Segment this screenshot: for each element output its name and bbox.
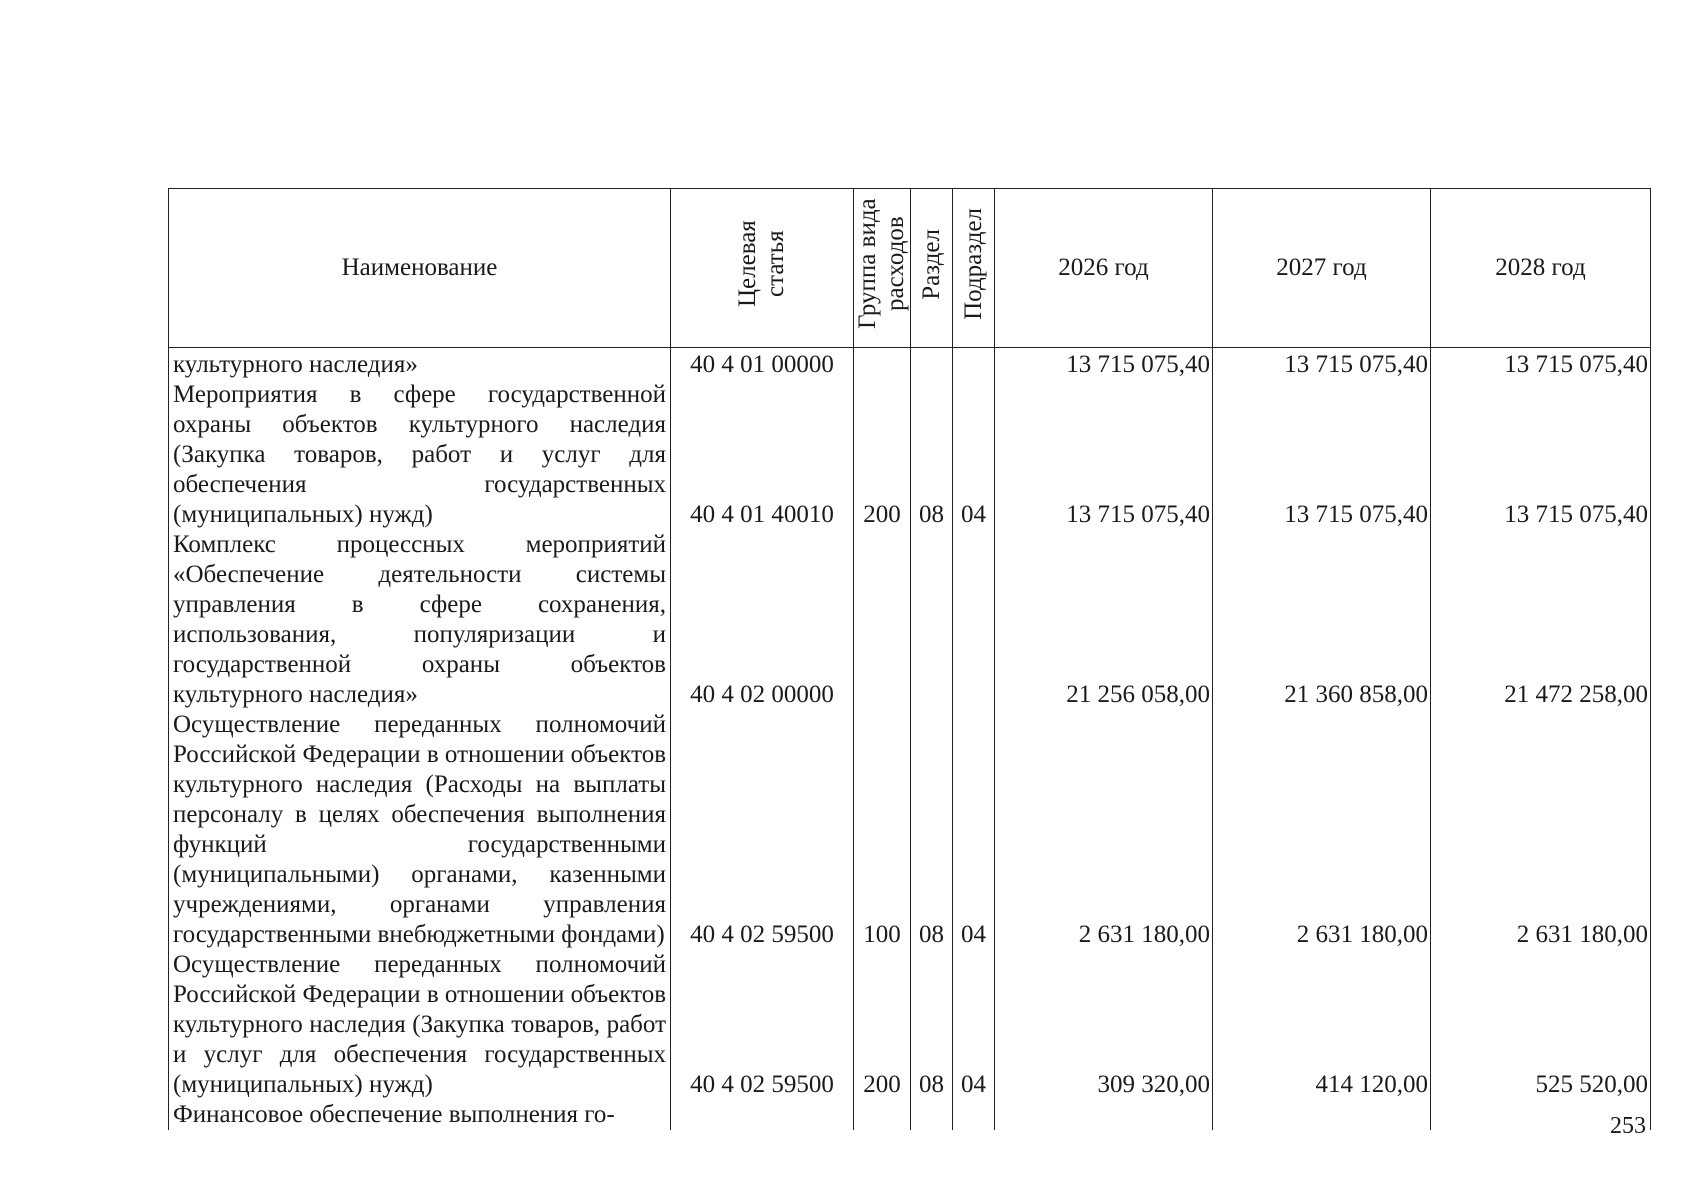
- row-subsection: 04: [953, 950, 995, 1100]
- row-section: 08: [911, 710, 953, 950]
- row-subsection: [953, 348, 995, 381]
- row-amount-2028: 525 520,00: [1431, 950, 1651, 1100]
- row-amount-2026: 13 715 075,40: [995, 348, 1213, 381]
- header-2026: 2026 год: [995, 189, 1213, 348]
- row-name: Мероприятия в сфере государственной охраны объектов культурного наследия (Закупка товаров, работ и услуг для обеспечения государственных (муниципальных) нужд): [169, 380, 671, 530]
- table-row: [169, 710, 1651, 950]
- row-amount-2027: 414 120,00: [1213, 950, 1431, 1100]
- row-target-article: 40 4 02 59500: [671, 710, 854, 950]
- row-subsection: 04: [953, 710, 995, 950]
- row-amount-2026: [995, 1100, 1213, 1130]
- page-number: 253: [1610, 1113, 1646, 1139]
- row-amount-2027: 13 715 075,40: [1213, 348, 1431, 381]
- row-amount-2028: 13 715 075,40: [1431, 348, 1651, 381]
- row-subsection: [953, 530, 995, 710]
- header-subsection: Подраздел: [953, 189, 995, 348]
- row-name: Комплекс процессных мероприятий «Обеспечение деятельности системы управления в сфере сохранения, использования, популяризации и государственной охраны объектов культурного наследия»: [169, 530, 671, 710]
- row-section: [911, 1100, 953, 1130]
- table-row: [169, 380, 1651, 530]
- row-expense-group: [854, 348, 911, 381]
- header-name: Наименование: [169, 189, 671, 348]
- row-amount-2028: 2 631 180,00: [1431, 710, 1651, 950]
- row-target-article: 40 4 02 00000: [671, 530, 854, 710]
- row-name: Финансовое обеспечение выполнения го-: [169, 1100, 671, 1130]
- row-amount-2028: 21 472 258,00: [1431, 530, 1651, 710]
- row-section: 08: [911, 950, 953, 1100]
- row-name: Осуществление переданных полномочий Российской Федерации в отношении объектов культурного наследия (Расходы на выплаты персоналу в целях обеспечения выполнения функций государственными (муниципальными) органами, казенными учреждениями, органами управления государственными внебюджетными фондами): [169, 710, 671, 950]
- table-row: [169, 950, 1651, 1100]
- row-amount-2027: 13 715 075,40: [1213, 380, 1431, 530]
- row-section: [911, 530, 953, 710]
- row-amount-2027: 2 631 180,00: [1213, 710, 1431, 950]
- row-section: [911, 348, 953, 381]
- row-name: культурного наследия»: [169, 348, 671, 381]
- header-2028: 2028 год: [1431, 189, 1651, 348]
- row-amount-2026: 13 715 075,40: [995, 380, 1213, 530]
- row-name: Осуществление переданных полномочий Российской Федерации в отношении объектов культурного наследия (Закупка товаров, работ и услуг для обеспечения государственных (муниципальных) нужд): [169, 950, 671, 1100]
- row-target-article: 40 4 02 59500: [671, 950, 854, 1100]
- row-target-article: 40 4 01 00000: [671, 348, 854, 381]
- row-amount-2028: 13 715 075,40: [1431, 380, 1651, 530]
- table-row: [169, 348, 1651, 381]
- row-expense-group: 200: [854, 380, 911, 530]
- header-target-article: Целевая статья: [671, 189, 854, 348]
- table-row: [169, 530, 1651, 710]
- row-amount-2026: 2 631 180,00: [995, 710, 1213, 950]
- header-row: [169, 189, 1651, 348]
- row-subsection: 04: [953, 380, 995, 530]
- row-amount-2027: [1213, 1100, 1431, 1130]
- header-section: Раздел: [911, 189, 953, 348]
- row-expense-group: 100: [854, 710, 911, 950]
- row-expense-group: 200: [854, 950, 911, 1100]
- row-target-article: 40 4 01 40010: [671, 380, 854, 530]
- table-row: [169, 1100, 1651, 1130]
- row-subsection: [953, 1100, 995, 1130]
- budget-table: [168, 188, 1651, 1130]
- header-2027: 2027 год: [1213, 189, 1431, 348]
- header-expense-group: Группа вида расходов: [854, 189, 911, 348]
- row-amount-2026: 309 320,00: [995, 950, 1213, 1100]
- row-expense-group: [854, 1100, 911, 1130]
- row-amount-2026: 21 256 058,00: [995, 530, 1213, 710]
- row-amount-2027: 21 360 858,00: [1213, 530, 1431, 710]
- row-section: 08: [911, 380, 953, 530]
- row-expense-group: [854, 530, 911, 710]
- row-target-article: [671, 1100, 854, 1130]
